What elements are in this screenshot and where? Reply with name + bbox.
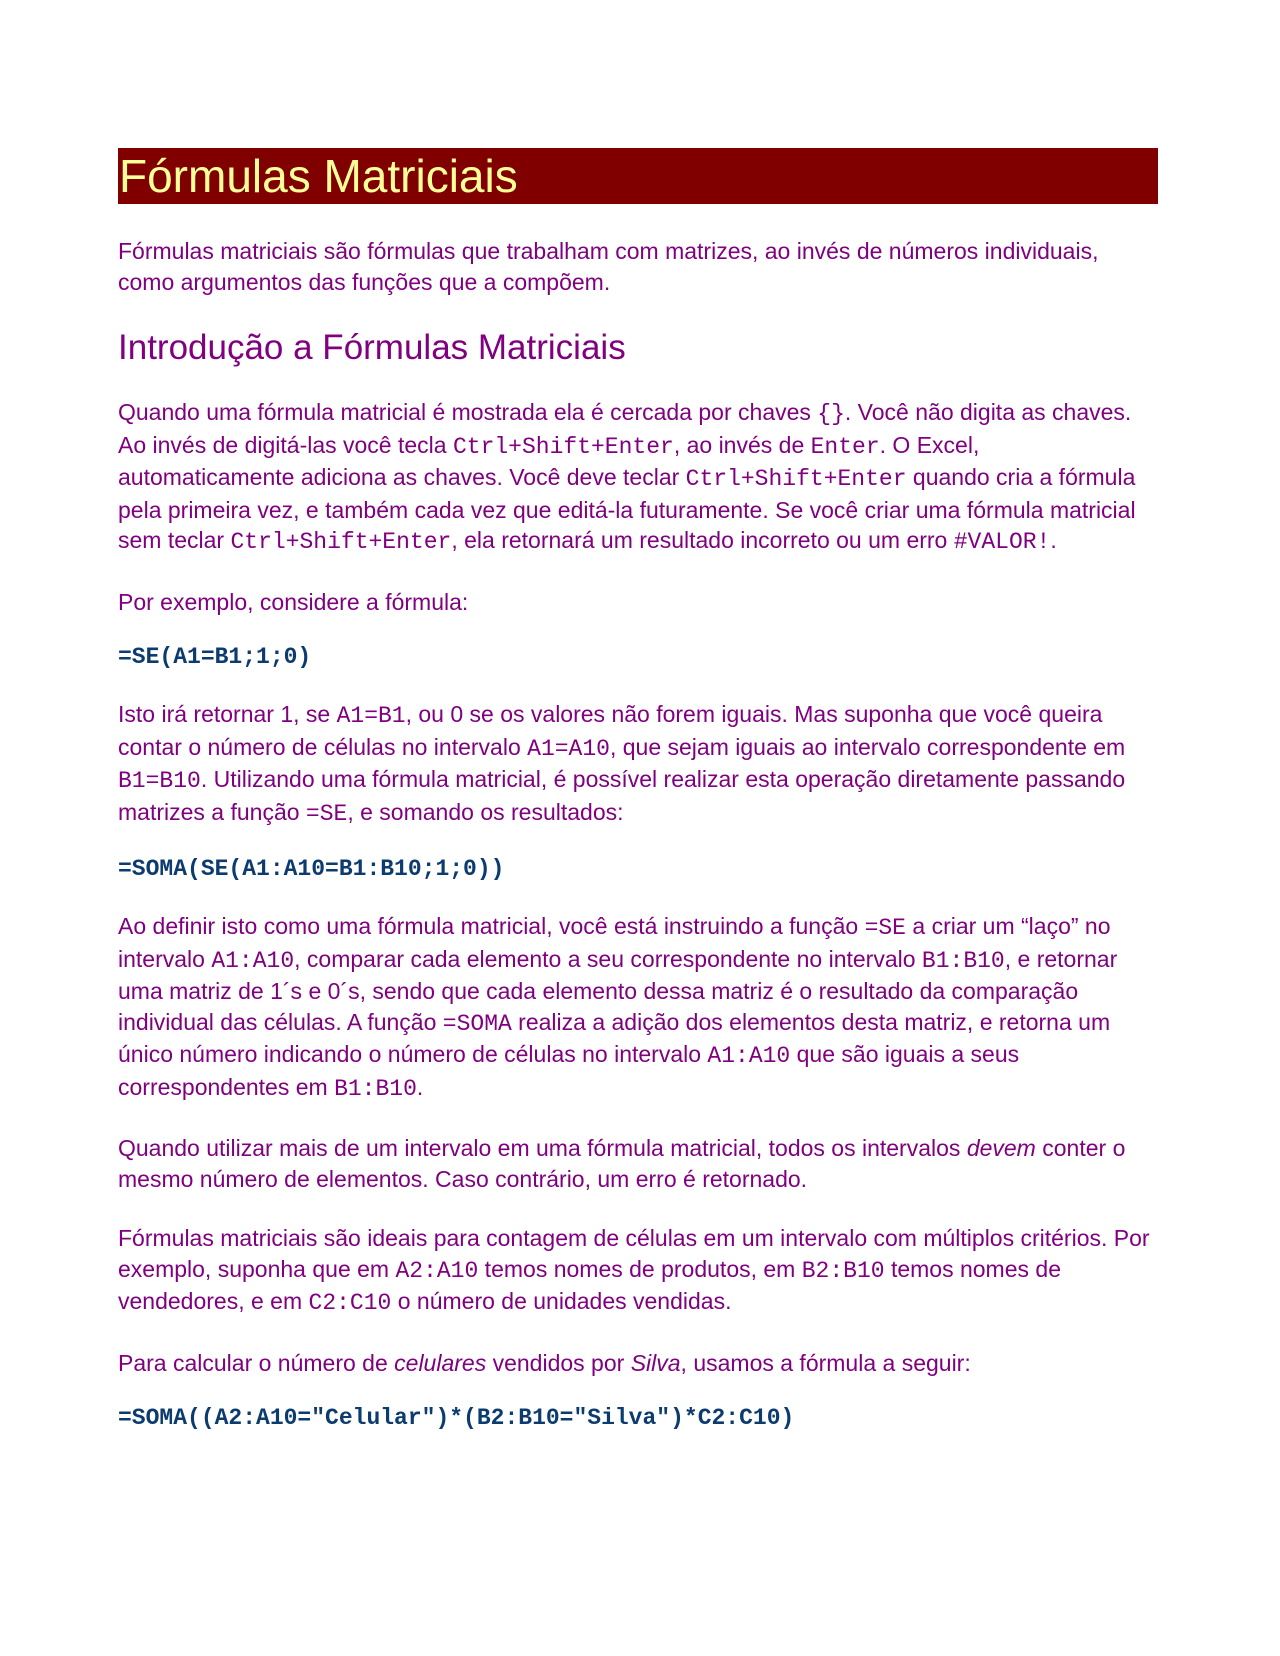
inline-code: #VALOR! <box>953 529 1051 555</box>
text-run: temos nomes de produtos, em <box>478 1255 802 1282</box>
inline-code: A1=B1 <box>336 703 406 729</box>
emphasis: Silva <box>630 1349 681 1376</box>
inline-code: =SE <box>864 915 906 941</box>
inline-code: A1:A10 <box>707 1043 791 1069</box>
text-run: conter o mesmo número de elementos. Caso contrário, um erro é retornado. <box>118 1135 1126 1192</box>
document-page <box>118 148 1158 1433</box>
text-run: Isto irá retornar 1, se <box>118 701 337 727</box>
formula-block: =SOMA(SE(A1:A10=B1:B10;1;0)) <box>118 856 505 882</box>
inline-code: {} <box>817 401 845 427</box>
page-title: Fórmulas Matriciais <box>119 150 518 202</box>
text-run: , ela retornará um resultado incorreto ou um erro <box>451 527 954 553</box>
paragraph-array-definition <box>118 911 1158 1104</box>
text-run: Ao definir isto como uma fórmula matricial, você está instruindo a função <box>118 913 865 939</box>
text-run: Para calcular o número de <box>118 1349 395 1376</box>
inline-code: Ctrl+Shift+Enter <box>230 529 452 555</box>
inline-code: A1:A10 <box>211 947 295 974</box>
paragraph-multi-criteria <box>118 1223 1158 1319</box>
intro-paragraph: Fórmulas matriciais são fórmulas que trabalham com matrizes, ao invés de números individuais, como argumentos das funções que a compõem. <box>118 238 1099 295</box>
paragraph-array-intro <box>118 397 1158 558</box>
text-run: , e retornar uma matriz de 1´s e 0´s, sendo que cada elemento dessa matriz é o resultado da comparação individual das células. A função <box>118 945 1118 1035</box>
text-run: Quando utilizar mais de um intervalo em uma fórmula matricial, todos os intervalos <box>118 1135 967 1161</box>
inline-code: A2:A10 <box>395 1257 479 1284</box>
paragraph-explanation <box>118 699 1158 829</box>
inline-code: Ctrl+Shift+Enter <box>685 466 907 492</box>
text-run: , usamos a fórmula a seguir: <box>680 1349 971 1376</box>
title-banner <box>118 148 1158 204</box>
text-run: . <box>416 1073 424 1100</box>
text-run: , ou 0 se os valores não forem iguais. Mas suponha que você queira contar o número de células no intervalo <box>118 701 1103 760</box>
text-run: que são iguais a seus correspondentes em <box>118 1041 1020 1100</box>
text-run: , e somando os resultados: <box>347 798 624 825</box>
text-run: , comparar cada elemento a seu correspondente no intervalo <box>294 945 922 972</box>
text-run: Fórmulas matriciais são ideais para contagem de células em um intervalo com múltiplos critérios. Por exemplo, suponha que em <box>118 1225 1150 1282</box>
text-run: a criar um “laço” no intervalo <box>118 913 1111 972</box>
inline-code: C2:C10 <box>308 1290 392 1316</box>
text-run: . <box>1050 527 1057 553</box>
text-run: o número de unidades vendidas. <box>391 1288 732 1314</box>
emphasis: devem <box>966 1135 1036 1161</box>
text-run: . Utilizando uma fórmula matricial, é possível realizar esta operação diretamente passando matrizes a função <box>118 766 1126 825</box>
paragraph-ranges-rule <box>118 1133 1158 1194</box>
inline-code: B1:B10 <box>334 1075 417 1102</box>
paragraph-example: Por exemplo, considere a fórmula: <box>118 588 469 615</box>
text-run: Quando uma fórmula matricial é mostrada ela é cercada por chaves <box>118 399 818 425</box>
inline-code: =SE <box>305 800 348 827</box>
text-run: quando cria a fórmula pela primeira vez, e também cada vez que editá-la futuramente. Se você criar uma fórmula matricial sem teclar <box>118 464 1136 553</box>
inline-code: B1:B10 <box>921 947 1005 974</box>
text-run: , que sejam iguais ao intervalo correspondente em <box>609 733 1126 760</box>
text-run: temos nomes de vendedores, e em <box>118 1255 1061 1314</box>
text-run: . O Excel, automaticamente adiciona as chaves. Você deve teclar <box>118 431 980 490</box>
inline-code: B1=B10 <box>118 768 201 794</box>
emphasis: celulares <box>394 1349 487 1376</box>
inline-code: A1=A10 <box>527 735 610 762</box>
inline-code: Enter <box>810 433 880 460</box>
text-run: realiza a adição dos elementos desta matriz, e retorna um único número indicando o número de células no intervalo <box>118 1008 1111 1067</box>
inline-code: B2:B10 <box>801 1257 885 1284</box>
formula-block: =SE(A1=B1;1;0) <box>118 644 312 670</box>
text-run: , ao invés de <box>673 431 811 458</box>
formula-block: =SOMA((A2:A10="Celular")*(B2:B10="Silva")*C2:C10) <box>118 1405 795 1431</box>
inline-code: =SOMA <box>442 1010 512 1037</box>
inline-code: Ctrl+Shift+Enter <box>452 433 674 460</box>
paragraph-calculation <box>118 1348 1158 1379</box>
text-run: vendidos por <box>486 1349 631 1376</box>
text-run: . Você não digita as chaves. Ao invés de digitá-las você tecla <box>118 399 1132 458</box>
section-heading: Introdução a Fórmulas Matriciais <box>118 328 626 367</box>
